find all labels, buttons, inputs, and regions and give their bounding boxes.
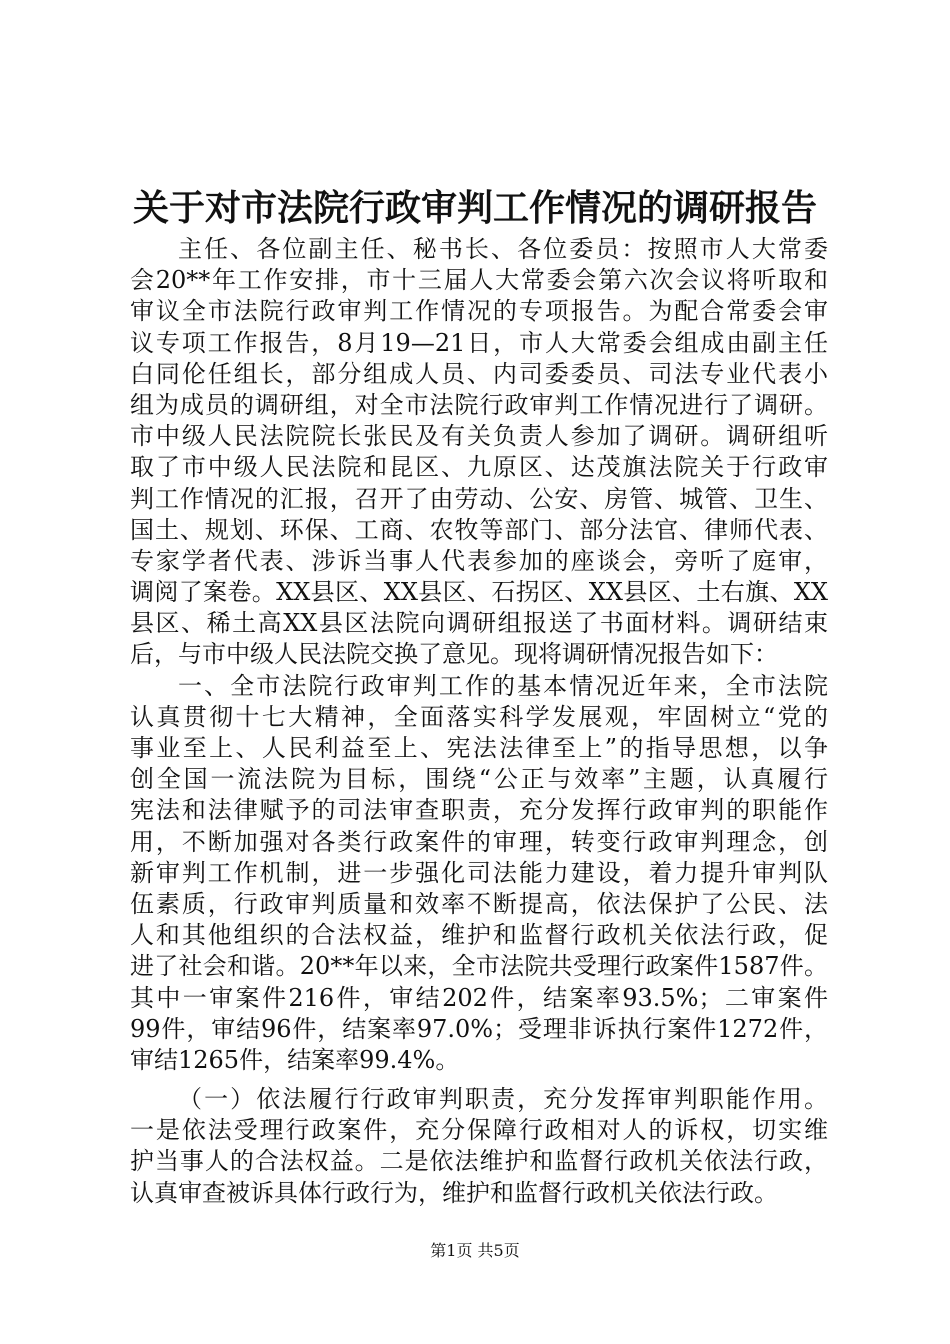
body-line: 一是依法受理行政案件，充分保障行政相对人的诉权，切实维 — [130, 1116, 828, 1145]
body-line: 调阅了案卷。XX县区、XX县区、石拐区、XX县区、土右旗、XX — [130, 578, 828, 607]
body-line: 专家学者代表、涉诉当事人代表参加的座谈会，旁听了庭审， — [130, 546, 828, 575]
body-line: 创全国一流法院为目标，围绕“公正与效率”主题，认真履行 — [130, 765, 828, 794]
body-line: （一）依法履行行政审判职责，充分发挥审判职能作用。 — [178, 1085, 828, 1114]
body-line: 国土、规划、环保、工商、农牧等部门、部分法官、律师代表、 — [130, 515, 828, 544]
body-line: 县区、稀土高XX县区法院向调研组报送了书面材料。调研结束 — [130, 609, 828, 638]
body-line: 议专项工作报告，8月19—21日，市人大常委会组成由副主任 — [130, 328, 828, 357]
body-line: 市中级人民法院院长张民及有关负责人参加了调研。调研组听 — [130, 422, 828, 451]
body-line: 新审判工作机制，进一步强化司法能力建设，着力提升审判队 — [130, 858, 828, 887]
body-line: 认真贯彻十七大精神，全面落实科学发展观，牢固树立“党的 — [130, 702, 828, 731]
body-line: 护当事人的合法权益。二是依法维护和监督行政机关依法行政， — [130, 1147, 828, 1176]
body-line: 取了市中级人民法院和昆区、九原区、达茂旗法院关于行政审 — [130, 453, 828, 482]
body-line: 一、全市法院行政审判工作的基本情况近年来，全市法院 — [178, 671, 828, 700]
body-line: 用，不断加强对各类行政案件的审理，转变行政审判理念，创 — [130, 827, 828, 856]
body-line: 后，与市中级人民法院交换了意见。现将调研情况报告如下： — [130, 640, 778, 669]
body-line: 审结1265件，结案率99.4%。 — [130, 1045, 460, 1074]
body-line: 进了社会和谐。20**年以来，全市法院共受理行政案件1587件。 — [130, 952, 828, 981]
document-title: 关于对市法院行政审判工作情况的调研报告 — [132, 187, 817, 229]
body-line: 99件，审结96件，结案率97.0%；受理非诉执行案件1272件， — [130, 1014, 828, 1043]
body-line: 其中一审案件216件，审结202件，结案率93.5%；二审案件 — [130, 983, 828, 1012]
body-line: 主任、各位副主任、秘书长、各位委员：按照市人大常委 — [178, 235, 828, 263]
body-line: 认真审查被诉具体行政行为，维护和监督行政机关依法行政。 — [130, 1178, 778, 1207]
body-line: 会20**年工作安排，市十三届人大常委会第六次会议将听取和 — [130, 266, 828, 295]
body-line: 宪法和法律赋予的司法审查职责，充分发挥行政审判的职能作 — [130, 796, 828, 825]
body-line: 人和其他组织的合法权益，维护和监督行政机关依法行政，促 — [130, 921, 828, 950]
body-line: 伍素质，行政审判质量和效率不断提高，依法保护了公民、法 — [130, 889, 828, 918]
body-line: 判工作情况的汇报，召开了由劳动、公安、房管、城管、卫生、 — [130, 484, 828, 513]
paragraph-gap — [130, 1076, 828, 1084]
body-line: 审议全市法院行政审判工作情况的专项报告。为配合常委会审 — [130, 297, 828, 326]
page-number-footer: 第1页 共5页 — [430, 1241, 520, 1260]
body-line: 组为成员的调研组，对全市法院行政审判工作情况进行了调研。 — [130, 390, 828, 419]
document-body — [130, 234, 828, 1209]
body-line: 事业至上、人民利益至上、宪法法律至上”的指导思想，以争 — [130, 734, 828, 762]
body-line: 白同伦任组长，部分组成人员、内司委委员、司法专业代表小 — [130, 359, 828, 388]
